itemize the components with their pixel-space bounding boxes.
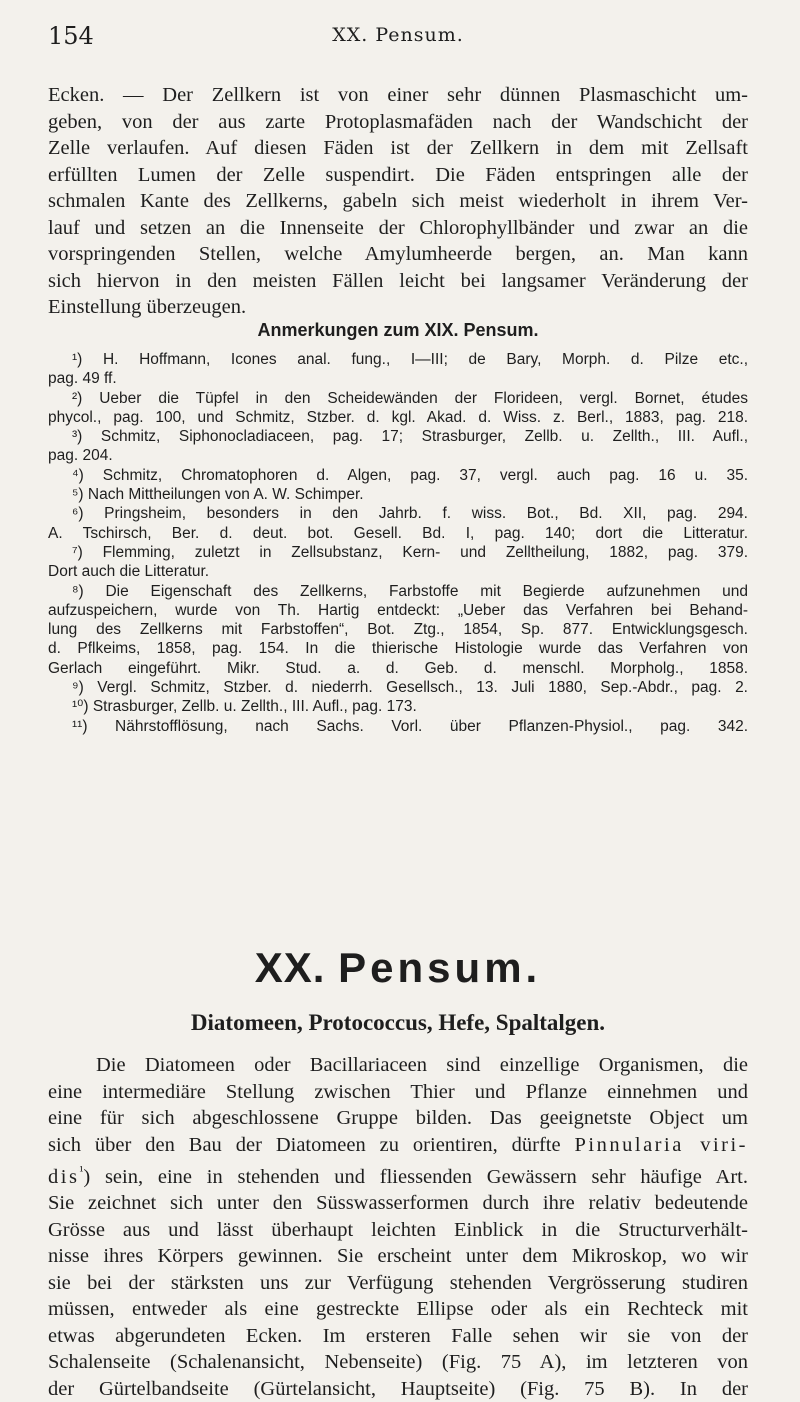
- section-paragraph: [48, 1052, 748, 1402]
- text-line: geben, von der aus zarte Protoplasmafäden nach der Wandschicht der: [48, 110, 748, 133]
- intro-paragraph: [48, 82, 748, 321]
- text-line: Grösse aus und lässt überhaupt leichten Einblick in die Structurverhält-: [48, 1218, 748, 1241]
- text-line: etwas abgerundeten Ecken. Im ersteren Falle sehen wir sie von der: [48, 1324, 748, 1347]
- footnote-line: aufzuspeichern, wurde von Th. Hartig entdeckt: „Ueber das Verfahren bei Behand-: [48, 601, 748, 619]
- footnote-line: ³) Schmitz, Siphonocladiaceen, pag. 17; Strasburger, Zellb. u. Zellth., III. Aufl.,: [72, 428, 748, 446]
- footnote-line: ¹) H. Hoffmann, Icones anal. fung., I—III; de Bary, Morph. d. Pilze etc.,: [72, 351, 748, 368]
- footnote-line: ⁶) Pringsheim, besonders in den Jahrb. f. wiss. Bot., Bd. XII, pag. 294.: [72, 505, 748, 523]
- text-line: müssen, entweder als eine gestreckte Ellipse oder als ein Rechteck mit: [48, 1298, 748, 1321]
- footnote-line: ¹⁰) Strasburger, Zellb. u. Zellth., III. Aufl., pag. 173.: [72, 698, 417, 716]
- text-line: nisse ihres Körpers gewinnen. Sie erscheint unter dem Mikroskop, wo wir: [48, 1245, 748, 1268]
- text-run: ) sein, eine in stehenden und fliessenden Gewässern sehr häufige Art.: [83, 1165, 748, 1188]
- text-line: Die Diatomeen oder Bacillariaceen sind einzellige Organismen, die: [96, 1054, 748, 1076]
- footnote-line: ⁴) Schmitz, Chromatophoren d. Algen, pag. 37, vergl. auch pag. 16 u. 35.: [72, 466, 748, 484]
- text-line: [48, 1132, 748, 1159]
- text-line: Sie zeichnet sich unter den Süsswasserformen durch ihre relativ bedeutende: [48, 1192, 748, 1215]
- section-subtitle: Diatomeen, Protococcus, Hefe, Spaltalgen.: [190, 1010, 606, 1035]
- section-number: XX.: [254, 944, 326, 991]
- footnote-line: ⁸) Die Eigenschaft des Zellkerns, Farbstoffe mit Begierde aufzunehmen und: [72, 582, 748, 600]
- species-name-end: dis: [48, 1165, 80, 1188]
- text-line: der Gürtelbandseite (Gürtelansicht, Hauptseite) (Fig. 75 B). In der: [48, 1377, 748, 1400]
- footnote-line: lung des Zellkerns mit Farbstoffen“, Bot. Ztg., 1854, Sp. 877. Entwicklungsgesch.: [48, 621, 748, 639]
- text-line: sie bei der stärksten uns zur Verfügung stehenden Vergrösserung studiren: [48, 1271, 748, 1294]
- running-title: XX. Pensum.: [332, 24, 464, 46]
- footnote-line: Dort auch die Litteratur.: [48, 563, 210, 581]
- footnote-line: pag. 49 ff.: [48, 370, 117, 388]
- footnote-ref: ¹: [79, 1163, 84, 1178]
- text-line: eine für sich abgeschlossene Gruppe bilden. Das geeignetste Object um: [48, 1107, 748, 1129]
- footnote-line: d. Pflkeims, 1858, pag. 154. In die thierische Histologie wurde das Verfahren von: [48, 640, 748, 658]
- text-line: Einstellung überzeugen.: [48, 296, 247, 318]
- text-line: schmalen Kante des Zellkerns, gabeln sich meist wiederholt in ihrem Ver-: [48, 190, 748, 212]
- footnote-line: ¹¹) Nährstofflösung, nach Sachs. Vorl. über Pflanzen-Physiol., pag. 342.: [72, 717, 748, 735]
- text-run: sich über den Bau der Diatomeen zu orientiren, dürfte: [48, 1133, 575, 1156]
- text-line: vorspringenden Stellen, welche Amylumheerde bergen, an. Man kann: [48, 243, 748, 265]
- footnote-line: phycol., pag. 100, und Schmitz, Stzber. d. kgl. Akad. d. Wiss. z. Berl., 1883, pag. 218.: [48, 408, 748, 426]
- text-line: Schalenseite (Schalenansicht, Nebenseite) (Fig. 75 A), im letzteren von: [48, 1351, 748, 1374]
- text-line: Zelle verlaufen. Auf diesen Fäden ist der Zellkern in dem mit Zellsaft: [48, 137, 748, 159]
- text-line: Ecken. — Der Zellkern ist von einer sehr dünnen Plasmaschicht um-: [48, 84, 748, 106]
- page-header: [48, 22, 748, 52]
- footnote-line: Gerlach eingeführt. Mikr. Stud. a. d. Geb. d. menschl. Morpholg., 1858.: [48, 659, 748, 677]
- text-line: sich hiervon in den meisten Fällen leicht bei langsamer Veränderung der: [48, 269, 748, 292]
- footnote-line: A. Tschirsch, Ber. d. deut. bot. Gesell. Bd. I, pag. 140; dort die Litteratur.: [48, 524, 748, 542]
- text-line: erfüllten Lumen der Zelle suspendirt. Die Fäden entspringen alle der: [48, 163, 748, 186]
- notes-heading: Anmerkungen zum XIX. Pensum.: [257, 320, 539, 340]
- footnote-line: ⁷) Flemming, zuletzt in Zellsubstanz, Kern- und Zelltheilung, 1882, pag. 379.: [72, 543, 748, 561]
- footnote-line: pag. 204.: [48, 447, 113, 465]
- species-name: Pinnularia viri-: [574, 1133, 749, 1156]
- footnote-line: ²) Ueber die Tüpfel in den Scheidewänden der Florideen, vergl. Bornet, études: [72, 389, 748, 407]
- section-title: [48, 944, 748, 992]
- text-line: [48, 1158, 748, 1190]
- footnotes: [48, 350, 748, 736]
- page-number: 154: [48, 22, 94, 50]
- section-word: Pensum.: [338, 944, 542, 991]
- text-line: eine intermediäre Stellung zwischen Thier und Pflanze einnehmen und: [48, 1080, 748, 1103]
- text-line: lauf und setzen an die Innenseite der Chlorophyllbänder und zwar an die: [48, 216, 748, 239]
- footnote-line: ⁵) Nach Mittheilungen von A. W. Schimper.: [72, 486, 364, 504]
- footnote-line: ⁹) Vergl. Schmitz, Stzber. d. niederrh. Gesellsch., 13. Juli 1880, Sep.-Abdr., pag. 2.: [72, 679, 748, 697]
